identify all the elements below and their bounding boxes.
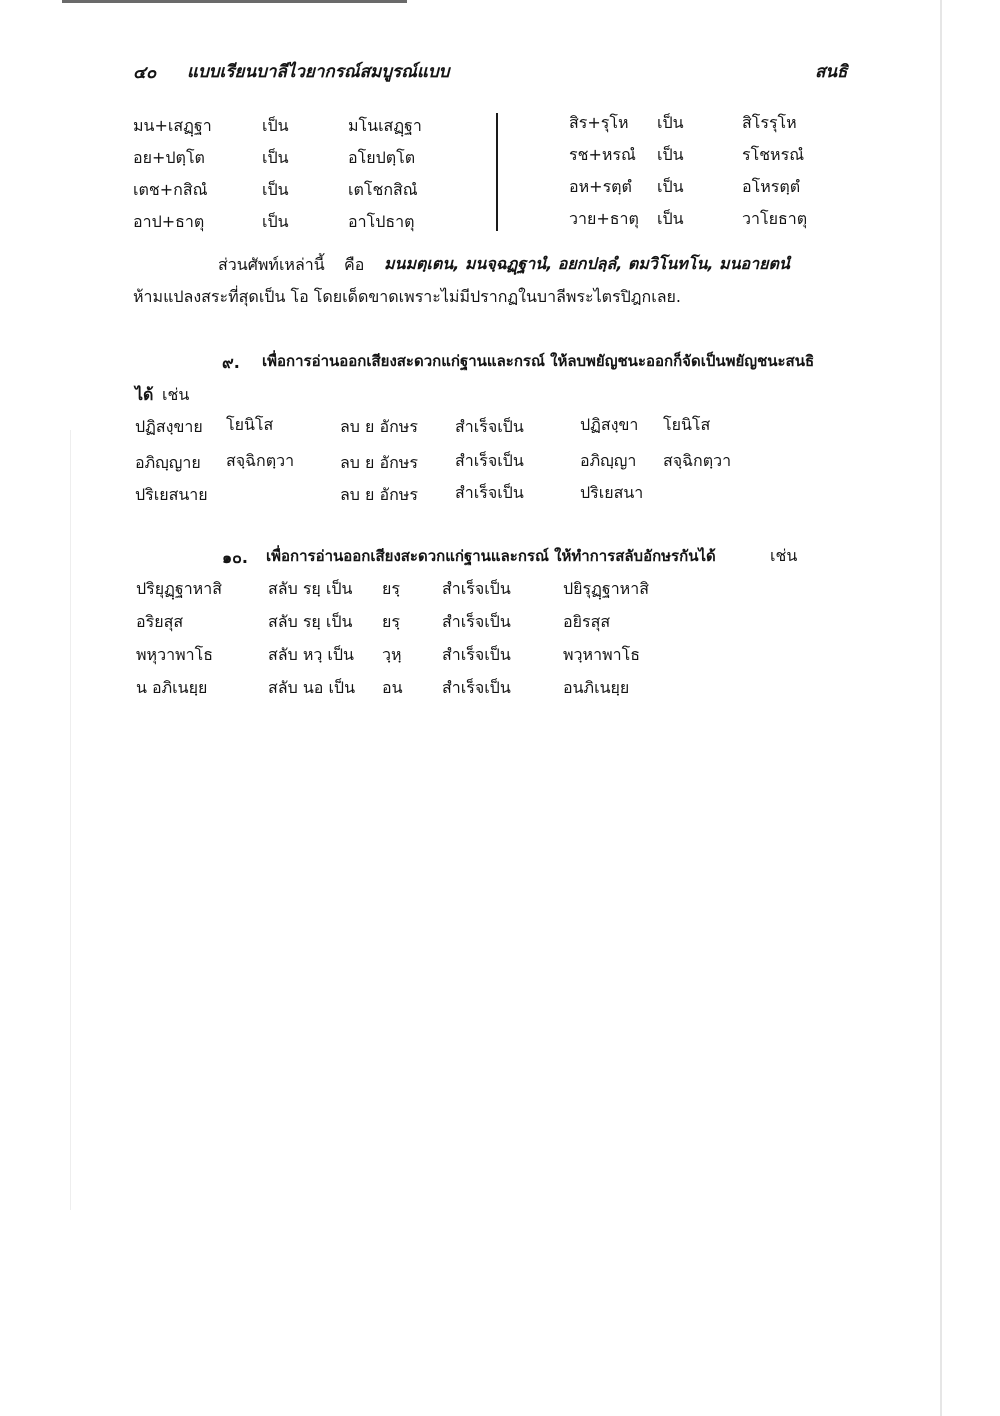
s10-word-c: ปยิรุฏฺฐาหาสิ [563,579,649,598]
s9-word-c: ปฏิสงฺขา [580,415,639,434]
table1-left-from: เตช+กสิณํ [133,180,208,199]
s10-word-c: อนภิเนยฺย [563,678,630,697]
s9-result-label: สำเร็จเป็น [455,417,524,436]
s9-word-b: โยนิโส [226,415,274,434]
book-title: แบบเรียนบาลีไวยากรณ์สมบูรณ์แบบ [187,62,450,82]
s9-word-a: อภิญฺญาย [135,453,201,472]
s10-operation: สลับ หวฺ เป็น [268,645,354,664]
table1-right-from: สิร+รุโห [569,113,629,132]
s10-word-c: อยิรสุส [563,612,611,631]
section10-number: ๑๐. [222,548,248,567]
s9-word-c: ปริเยสนา [580,483,644,502]
scan-fold-line [940,0,942,1416]
s9-word-d: สจฺฉิกตฺวา [663,451,732,470]
s9-result-label: สำเร็จเป็น [455,451,524,470]
s10-operation: สลับ นอ เป็น [268,678,356,697]
s9-result-label: สำเร็จเป็น [455,483,524,502]
s9-operation: ลบ ย อักษร [340,417,418,436]
note-ku: คือ [344,255,365,274]
table1-right-word: เป็น [657,209,684,228]
s9-word-d: โยนิโส [663,415,711,434]
s10-word-a: ปริยุฏฺฐาหาสิ [136,579,222,598]
section9-chen: เช่น [162,385,190,404]
table1-right-from: อห+รตฺตํ [569,177,632,196]
s10-result-label: สำเร็จเป็น [442,645,511,664]
page-number: ๔๐ [133,63,157,83]
scan-fold-line [70,430,71,1210]
s10-pair: ยรฺ [382,612,400,631]
column-divider [496,113,498,231]
s9-word-a: ปริเยสนาย [135,485,208,504]
section9-number: ๙. [222,353,240,372]
s10-pair: อน [382,678,403,697]
s10-word-a: น อภิเนยฺย [136,678,208,697]
s10-pair: ยรฺ [382,579,400,598]
table1-left-from: มน+เสฏฺฐา [133,116,212,135]
table1-right-to: สิโรรุโห [742,113,797,132]
s10-pair: วฺหฺ [382,645,402,664]
table1-right-word: เป็น [657,177,684,196]
s10-word-c: พวฺหาพาโธ [563,645,640,664]
table1-left-to: อาโปธาตุ [348,212,415,231]
s10-word-a: อริยสุส [136,612,184,631]
table1-left-word: เป็น [262,148,289,167]
table1-right-word: เป็น [657,113,684,132]
table1-left-word: เป็น [262,116,289,135]
table1-left-from: อย+ปตฺโต [133,148,205,167]
chapter-title: สนธิ [815,62,848,82]
s9-word-b: สจฺฉิกตฺวา [226,451,295,470]
note-terms: มนมตฺเตน, มนจฺฉฏฺฐานํ, อยกปลฺลํ, ตมวิโนทโน, มนอายตนํ [384,254,790,273]
table1-left-to: เตโชกสิณํ [348,180,418,199]
s10-operation: สลับ รยฺ เป็น [268,579,353,598]
note-prefix: ส่วนศัพท์เหล่านี้ [218,255,325,274]
s9-operation: ลบ ย อักษร [340,453,418,472]
s10-result-label: สำเร็จเป็น [442,612,511,631]
table1-right-word: เป็น [657,145,684,164]
table1-right-to: อโหรตฺตํ [742,177,801,196]
table1-right-from: วาย+ธาตุ [569,209,639,228]
table1-right-to: วาโยธาตุ [742,209,808,228]
s9-operation: ลบ ย อักษร [340,485,418,504]
s10-result-label: สำเร็จเป็น [442,678,511,697]
s9-word-a: ปฏิสงฺขาย [135,417,203,436]
section10-heading: เพื่อการอ่านออกเสียงสะดวกแก่ฐานและกรณ์ ให้ทำการสลับอักษรกันได้ [266,547,716,565]
note-line2: ห้ามแปลงสระที่สุดเป็น โอ โดยเด็ดขาดเพราะไม่มีปรากฏในบาลีพระไตรปิฎกเลย. [133,287,681,306]
table1-right-to: รโชหรณํ [742,145,805,164]
table1-left-word: เป็น [262,180,289,199]
table1-left-from: อาป+ธาตุ [133,212,205,231]
scan-edge [62,0,407,3]
s10-word-a: พหุวาพาโธ [136,645,213,664]
table1-left-to: อโยปตฺโต [348,148,416,167]
table1-right-from: รช+หรณํ [569,145,636,164]
table1-left-to: มโนเสฏฺฐา [348,116,422,135]
s9-word-c: อภิญฺญา [580,451,637,470]
section10-chen: เช่น [770,546,798,565]
table1-left-word: เป็น [262,212,289,231]
s10-result-label: สำเร็จเป็น [442,579,511,598]
s10-operation: สลับ รยฺ เป็น [268,612,353,631]
section9-heading: เพื่อการอ่านออกเสียงสะดวกแก่ฐานและกรณ์ ให้ลบพยัญชนะออกก็จัดเป็นพยัญชนะสนธิ [262,352,815,370]
section9-heading-cont: ได้ [135,385,154,404]
